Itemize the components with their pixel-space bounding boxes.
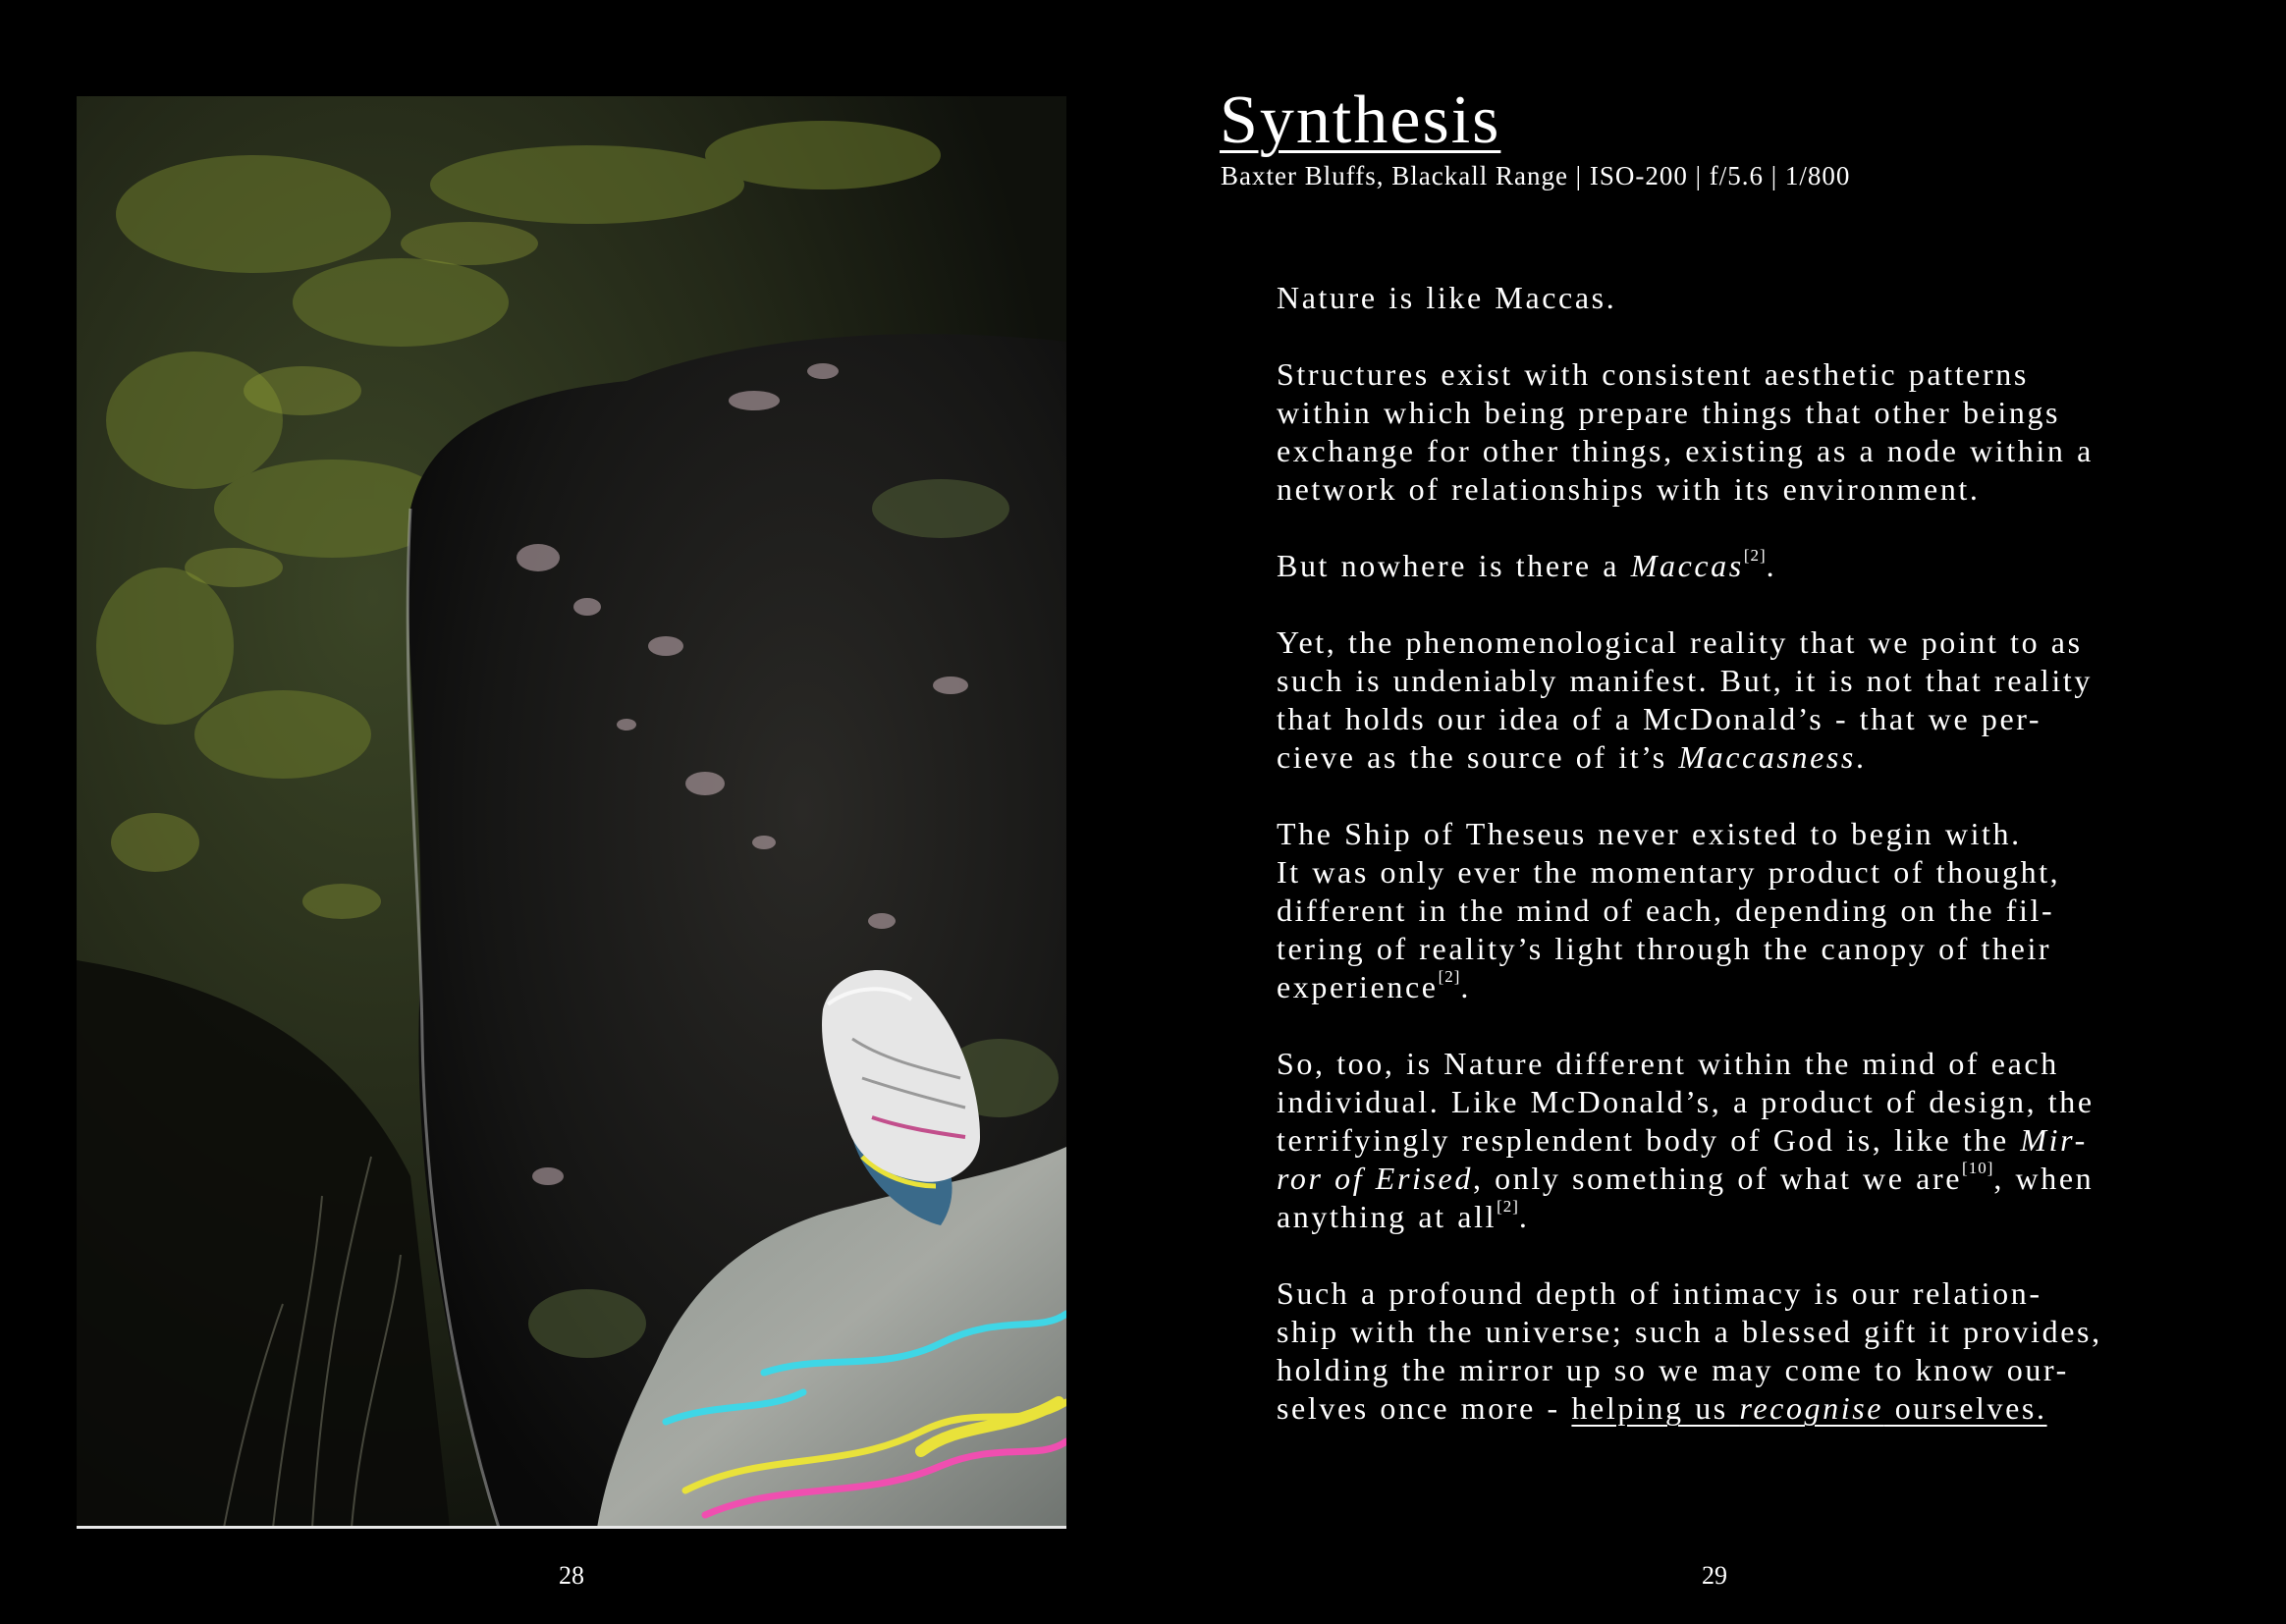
paragraph-4-italic: Maccasness <box>1678 739 1856 775</box>
paragraph-1 <box>1277 279 2180 317</box>
paragraph-6-end: . <box>1518 1199 1530 1234</box>
page-number-left: 28 <box>559 1561 584 1590</box>
paragraph-3-italic: Maccas <box>1630 548 1744 583</box>
photo-bottom-rule <box>77 1526 1066 1529</box>
paragraph-7 <box>1277 1274 2180 1428</box>
paragraph-6-italic: Mir- ror of Erised <box>1277 1122 2088 1196</box>
citation-marker: [2] <box>1743 546 1767 566</box>
paragraph-6-text-b: , only something of what we are <box>1472 1161 1963 1196</box>
page-number-right: 29 <box>1702 1561 1727 1590</box>
paragraph-3-end: . <box>1766 548 1777 583</box>
forest-floor-photo <box>77 96 1066 1528</box>
citation-marker: [2] <box>1497 1197 1519 1217</box>
paragraph-7-text: Such a profound depth of intimacy is our relation- ship with the universe; such a blessed gift it provides, holding the mirror up so we may come to know our- selves once more - <box>1277 1275 2102 1426</box>
paragraph-3-text: But nowhere is there a <box>1277 548 1631 583</box>
essay-body <box>1277 279 2180 1428</box>
link-text-italic: recognise <box>1739 1390 1884 1426</box>
paragraph-4-end: . <box>1855 739 1867 775</box>
recognise-ourselves-link[interactable] <box>1571 1390 2046 1426</box>
paragraph-5-text: The Ship of Theseus never existed to begin with. It was only ever the momentary product of thought, different in the mind of each, depending on the fil- tering of reality’s light through the canopy of their experience <box>1277 816 2061 1004</box>
paragraph-2-text: Structures exist with consistent aesthetic patterns within which being prepare things that other beings exchange for other things, existing as a node within a network of relationships with its environment. <box>1277 356 2094 507</box>
paragraph-4 <box>1277 623 2180 777</box>
page-title: Synthesis <box>1220 82 1501 158</box>
paragraph-4-text: Yet, the phenomenological reality that we point to as such is undeniably manifest. But, it is not that reality that holds our idea of a McDonald’s - that we per- cieve as the source of it’s <box>1277 624 2093 775</box>
paragraph-1-text: Nature is like Maccas. <box>1277 280 1617 315</box>
paragraph-5 <box>1277 815 2180 1006</box>
photo-caption: Baxter Bluffs, Blackall Range | ISO-200 | f/5.6 | 1/800 <box>1221 161 1851 190</box>
paragraph-6-text-c: , when anything at all <box>1277 1161 2095 1234</box>
paragraph-6 <box>1277 1045 2180 1236</box>
link-text-start: helping us <box>1571 1390 1740 1426</box>
link-text-end: ourselves. <box>1883 1390 2047 1426</box>
paragraph-6-text-a: So, too, is Nature different within the mind of each individual. Like McDonald’s, a product of design, the terrifyingly resplendent body of God is, like the <box>1277 1046 2095 1158</box>
citation-marker: [10] <box>1962 1159 1994 1178</box>
paragraph-2 <box>1277 355 2180 509</box>
citation-marker: [2] <box>1438 967 1461 987</box>
paragraph-5-end: . <box>1460 969 1471 1004</box>
paragraph-3 <box>1277 547 2180 585</box>
forest-floor-photo-with-sneaker-icon <box>77 96 1066 1528</box>
